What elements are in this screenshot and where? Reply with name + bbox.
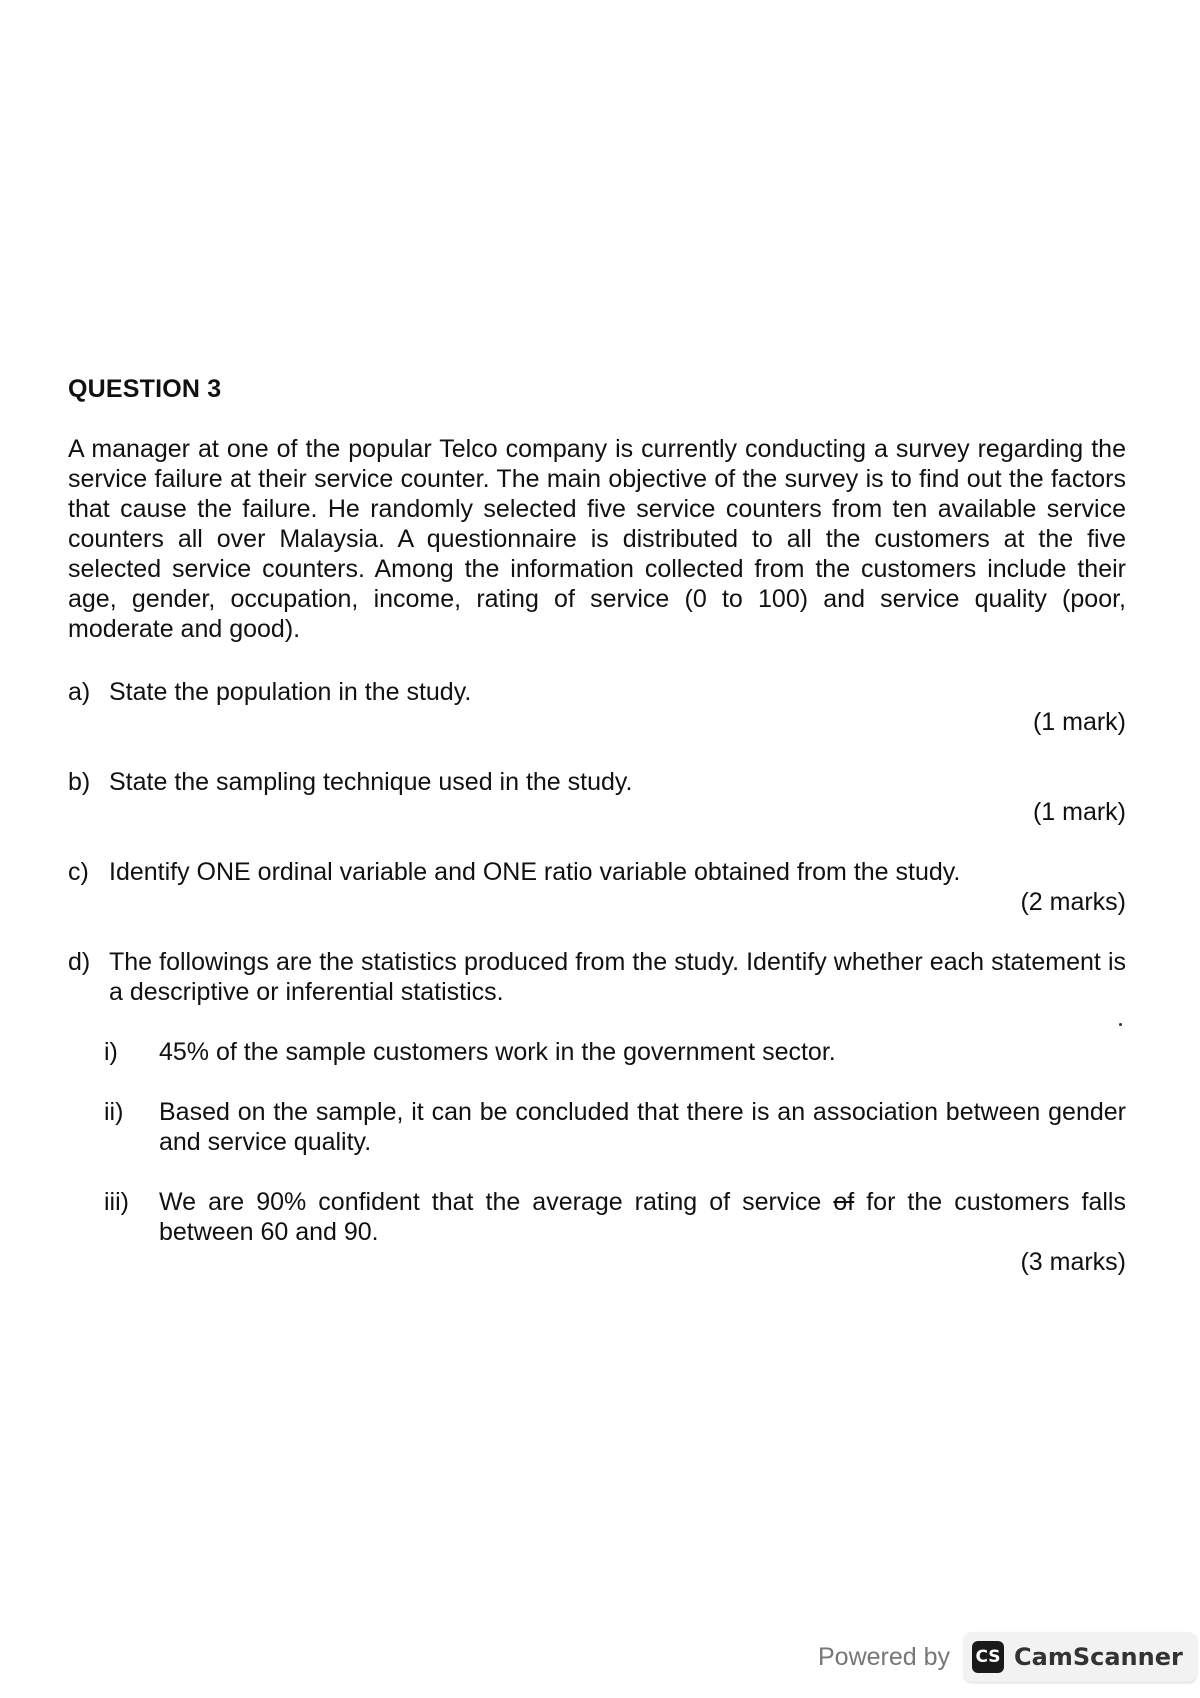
part-d-marks: (3 marks)	[1020, 1248, 1126, 1276]
camscanner-brand: CamScanner	[1014, 1643, 1183, 1671]
part-c	[68, 857, 1126, 887]
camscanner-watermark	[818, 1634, 1197, 1680]
part-b-marks: (1 mark)	[1032, 798, 1126, 826]
part-b	[68, 767, 1126, 797]
sub-ii-label: ii)	[104, 1098, 124, 1126]
part-b-label: b)	[68, 768, 91, 796]
part-c-label: c)	[68, 858, 89, 886]
camscanner-logo-icon: CS	[972, 1641, 1004, 1673]
part-d-label: d)	[68, 948, 91, 976]
part-b-text: State the sampling technique used in the study.	[109, 768, 633, 796]
sub-ii-text: Based on the sample, it can be concluded that there is an association between gender and service quality.	[159, 1098, 1126, 1156]
part-d-text: The followings are the statistics produced from the study. Identify whether each statement is a descriptive or inferential statistics.	[109, 948, 1126, 1006]
part-a	[68, 677, 1126, 707]
sub-i-label: i)	[104, 1038, 118, 1066]
sub-iii-struck-word: of	[833, 1188, 855, 1216]
stray-mark	[1119, 1023, 1122, 1026]
part-a-marks: (1 mark)	[1032, 708, 1126, 736]
sub-iii-text-before: We are 90% confident that the average rating of service	[159, 1188, 834, 1216]
part-c-text: Identify ONE ordinal variable and ONE ratio variable obtained from the study.	[109, 858, 961, 886]
part-d-sub-ii	[104, 1097, 1126, 1157]
question-intro: A manager at one of the popular Telco company is currently conducting a survey regarding the service failure at their service counter. The main objective of the survey is to find out the factors that cause the failure. He randomly selected five service counters from ten available service counters all over Malaysia. A questionnaire is distributed to all the customers at the five selected service counters. Among the information collected from the customers include their age, gender, occupation, income, rating of service (0 to 100) and service quality (poor, moderate and good).	[68, 435, 1126, 643]
part-d-sub-i	[104, 1037, 1126, 1067]
sub-i-text: 45% of the sample customers work in the government sector.	[159, 1038, 836, 1066]
part-a-label: a)	[68, 678, 91, 706]
camscanner-badge	[964, 1632, 1197, 1682]
sub-iii-text-after: for the customers falls between 60 and 90.	[159, 1188, 1126, 1246]
part-d-sub-iii	[104, 1187, 1126, 1247]
part-c-marks: (2 marks)	[1020, 888, 1126, 916]
part-a-text: State the population in the study.	[109, 678, 472, 706]
question-title: QUESTION 3	[68, 375, 222, 403]
sub-iii-label: iii)	[104, 1188, 129, 1216]
powered-by-text: Powered by	[818, 1642, 951, 1671]
sub-iii-text	[159, 1187, 1126, 1247]
part-d	[68, 947, 1126, 1007]
